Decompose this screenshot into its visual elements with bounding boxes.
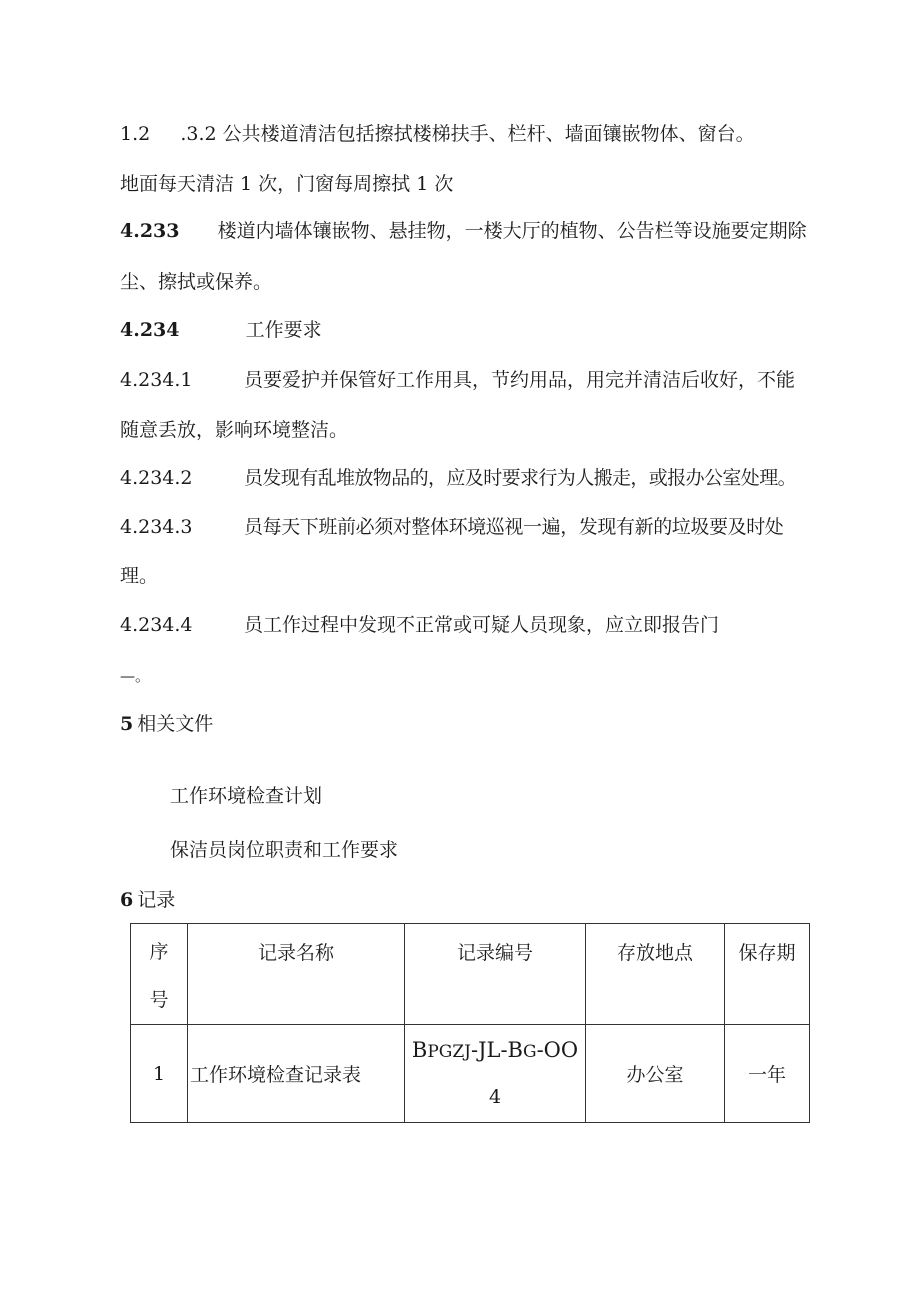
code-part: G	[522, 1041, 537, 1062]
header-cell-name	[188, 924, 405, 1025]
paragraph-text: .3.2 公共楼道清洁包括擦拭楼梯扶手、栏杆、墙面镶嵌物体、窗台。	[180, 123, 755, 145]
paragraph-1-2	[120, 122, 755, 146]
paragraph-4-234-3	[120, 515, 193, 539]
section-number: 5	[120, 713, 134, 735]
record-code-line-2: 4	[488, 1085, 502, 1108]
paragraph-4-234-2	[120, 466, 193, 490]
cell-retention: 一年	[725, 1025, 810, 1123]
paragraph-text: 随意丢放，影响环境整洁。	[120, 419, 349, 441]
paragraph-number: 4.234.1	[120, 369, 193, 391]
paragraph-heading: 工作要求	[245, 319, 322, 341]
code-part: -OO	[536, 1037, 579, 1062]
paragraph-4-234-4	[120, 613, 193, 637]
paragraph-text: 地面每天清洁 1 次，门窗每周擦拭 1 次	[120, 173, 454, 195]
paragraph-number: 4.234.3	[120, 516, 193, 538]
paragraph-text: 理。	[120, 565, 159, 587]
header-cell-code	[405, 924, 586, 1025]
paragraph-4-234-4-continued	[120, 664, 150, 688]
code-part: B	[411, 1037, 428, 1062]
related-document-item: 保洁员岗位职责和工作要求	[170, 839, 399, 861]
paragraph-number: 4.234	[120, 319, 180, 341]
cell-record-code	[405, 1025, 586, 1123]
paragraph-number: 4.234.4	[120, 614, 193, 636]
code-part: PGZJ	[427, 1041, 471, 1062]
cell-location: 办公室	[586, 1025, 725, 1123]
section-6-heading	[120, 888, 175, 912]
paragraph-text: 尘、擦拭或保养。	[120, 271, 273, 293]
header-seq-line-1: 序	[149, 941, 169, 963]
header-label: 保存期	[738, 942, 796, 964]
header-cell-seq	[131, 924, 188, 1025]
header-label: 存放地点	[616, 942, 693, 964]
paragraph-cleaning-frequency	[120, 172, 453, 196]
header-cell-location	[586, 924, 725, 1025]
table-row	[131, 1025, 810, 1123]
paragraph-number: 4.234.2	[120, 467, 193, 489]
paragraph-number: 1.2	[120, 123, 151, 145]
header-cell-retention	[725, 924, 810, 1025]
header-label: 记录编号	[456, 942, 533, 964]
paragraph-text: 员发现有乱堆放物品的，应及时要求行为人搬走，或报办公室处理。	[244, 467, 797, 489]
code-part: -JL-B	[470, 1037, 523, 1062]
cell-seq: 1	[131, 1025, 188, 1123]
header-seq-line-2: 号	[149, 989, 169, 1011]
paragraph-4-234-1	[120, 368, 193, 392]
section-title: 相关文件	[137, 713, 214, 735]
section-5-heading	[120, 712, 213, 736]
record-code-line-1	[405, 1025, 585, 1077]
table-header-row	[131, 924, 810, 1025]
paragraph-text: 员要爱护并保管好工作用具，节约用品，用完并清洁后收好，不能	[244, 369, 796, 391]
paragraph-4-233-continued	[120, 270, 272, 294]
cell-record-name: 工作环境检查记录表	[188, 1025, 405, 1123]
related-document-item: 工作环境检查计划	[170, 785, 323, 807]
paragraph-4-234-3-continued	[120, 564, 158, 588]
paragraph-4-234-1-continued	[120, 418, 348, 442]
paragraph-text: 员每天下班前必须对整体环境巡视一遍，发现有新的垃圾要及时处	[244, 516, 784, 538]
paragraph-4-233	[120, 219, 807, 243]
records-table	[130, 923, 810, 1123]
header-label: 记录名称	[257, 942, 334, 964]
paragraph-text: 楼道内墙体镶嵌物、悬挂物，一楼大厅的植物、公告栏等设施要定期除	[217, 220, 807, 242]
section-number: 6	[120, 889, 134, 911]
section-title: 记录	[137, 889, 176, 911]
paragraph-text: —。	[120, 667, 151, 685]
paragraph-text: 员工作过程中发现不正常或可疑人员现象，应立即报告门	[244, 614, 720, 636]
paragraph-4-234	[120, 318, 322, 342]
paragraph-number: 4.233	[120, 220, 180, 242]
